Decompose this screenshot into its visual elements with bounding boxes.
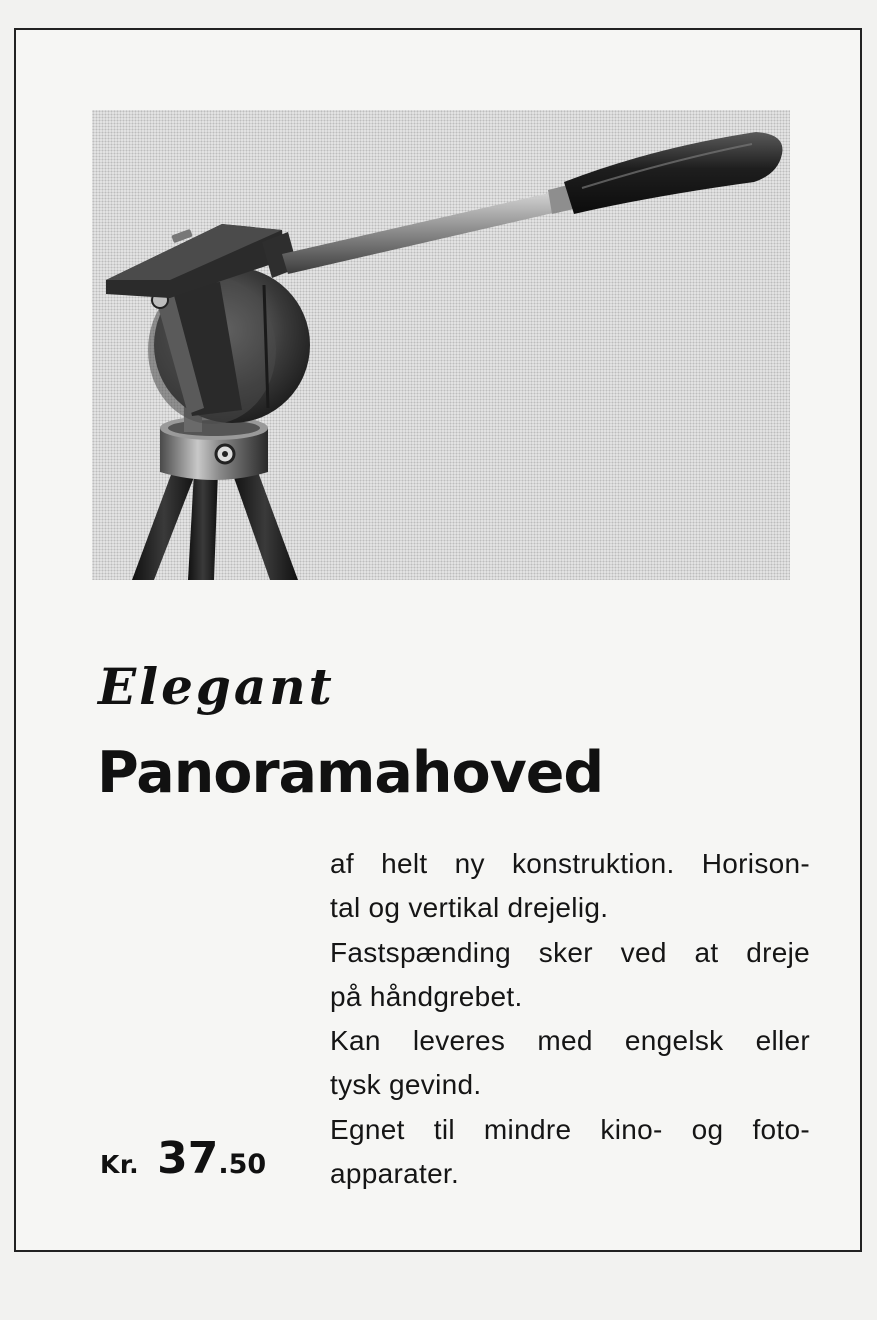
product-description xyxy=(330,842,810,1196)
description-line: tal og vertikal drejelig. xyxy=(330,892,609,924)
description-line: Kan leveres med engelsk eller xyxy=(330,1025,810,1057)
description-line: apparater. xyxy=(330,1158,460,1190)
price-label xyxy=(100,1133,267,1184)
description-line: Fastspænding sker ved at dreje xyxy=(330,936,810,968)
tripod-panorama-head-icon xyxy=(92,110,790,580)
price-currency: Kr. xyxy=(100,1150,140,1179)
ad-tagline: Elegant xyxy=(98,657,335,716)
description-line: af helt ny konstruktion. Horison- xyxy=(330,848,810,879)
description-line: på håndgrebet. xyxy=(330,980,523,1012)
ad-headline: Panoramahoved xyxy=(97,740,604,806)
description-line: tysk gevind. xyxy=(330,1069,482,1101)
price-amount-decimal: .50 xyxy=(218,1149,267,1180)
description-line: Egnet til mindre kino- og foto- xyxy=(330,1113,810,1145)
product-photo xyxy=(92,110,790,580)
price-amount-main: 37 xyxy=(157,1133,219,1184)
